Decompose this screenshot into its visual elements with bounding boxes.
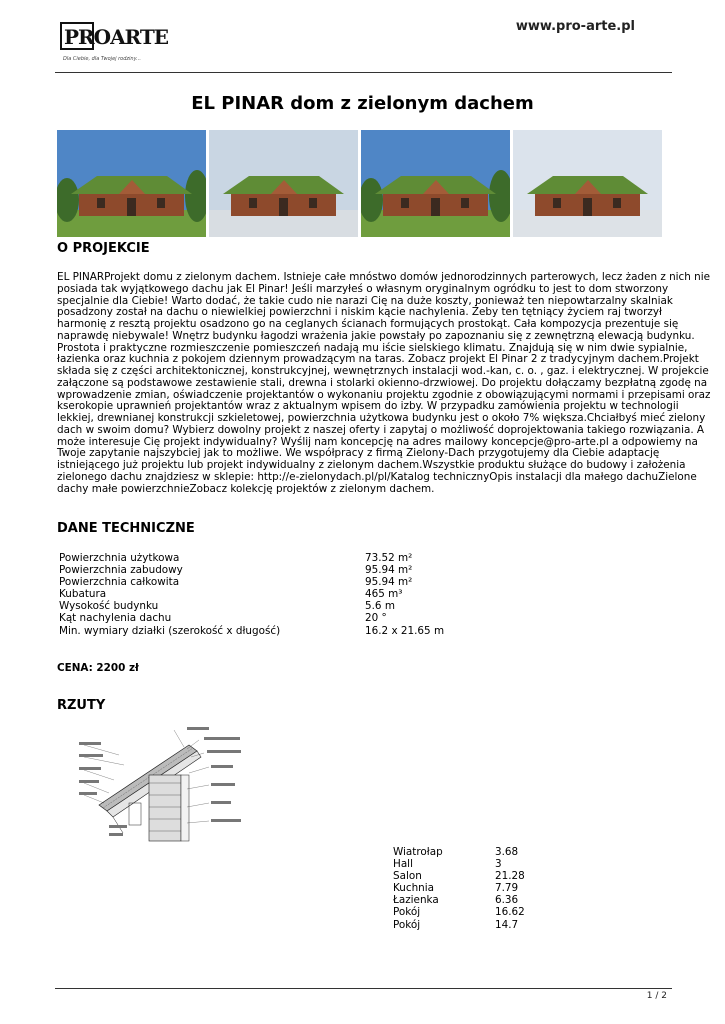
description-line: zielonego dachu znajdziesz w sklepie: http://e-zielonydach.pl/pl/Katalog technicznyOpis instalacji dla małego dachuZielone bbox=[57, 470, 697, 483]
tech-value: 465 m³ bbox=[365, 588, 403, 601]
window bbox=[249, 198, 257, 208]
room-row bbox=[393, 919, 543, 931]
room-row bbox=[393, 858, 543, 870]
room-row bbox=[393, 882, 543, 894]
description-line: harmonię z resztą projektu osadzono go na ceglanych ścianach formujących prostokąt. Cała kompozycja prezentuje się bbox=[57, 318, 679, 330]
page-number: 1 / 2 bbox=[646, 991, 667, 1001]
window bbox=[157, 198, 165, 208]
description-line: istniejącego już projektu lub projekt indywidualny z zielonym dachem.Wszystkie produktu służące do budowy i założenia bbox=[57, 459, 686, 471]
description-line: specjalnie dla Ciebie! Warto dodać, że takie cudo nie narazi Cię na duże koszty, ponieważ ten niepowtarzalny skalniak bbox=[57, 294, 673, 307]
window bbox=[613, 198, 621, 208]
project-description bbox=[57, 271, 711, 495]
room-area: 16.62 bbox=[495, 906, 525, 919]
description-line: może interesuje Cię projekt indywidualny? Wyślij nam koncepcję na adres mailowy koncepcje@pro-arte.pl a odpowiemy na bbox=[57, 435, 698, 448]
house-illustration bbox=[57, 130, 206, 237]
tech-label: Powierzchnia całkowita bbox=[59, 576, 180, 589]
tech-label: Min. wymiary działki (szerokość x długość) bbox=[59, 624, 281, 637]
tech-label: Kąt nachylenia dachu bbox=[59, 612, 172, 625]
logo-text: PROARTE bbox=[64, 25, 168, 49]
window bbox=[309, 198, 317, 208]
tech-value: 20 ° bbox=[365, 612, 387, 625]
door bbox=[279, 198, 288, 216]
house-photo-4 bbox=[513, 130, 662, 237]
house-photo-1 bbox=[57, 130, 206, 237]
tech-label: Wysokość budynku bbox=[59, 600, 159, 613]
room-area: 6.36 bbox=[495, 894, 519, 907]
window bbox=[553, 198, 561, 208]
description-line: łazienka oraz kuchnia z pokojem dziennym prowadzącym na taras. Zobacz projekt El Pinar 2 z tradycyjnym dachem.Projekt bbox=[57, 353, 699, 366]
house-illustration bbox=[209, 130, 358, 237]
price: CENA: 2200 zł bbox=[57, 662, 139, 674]
room-area: 3.68 bbox=[495, 846, 519, 858]
description-line: EL PINARProjekt domu z zielonym dachem. Istnieje całe mnóstwo domów jednorodzinnych parterowych, lecz żaden z nich nie bbox=[57, 271, 711, 283]
tech-label: Kubatura bbox=[59, 588, 107, 601]
door bbox=[583, 198, 592, 216]
tech-row bbox=[59, 552, 479, 564]
plans-heading: RZUTY bbox=[57, 698, 106, 713]
tech-value: 16.2 x 21.65 m bbox=[365, 624, 445, 637]
room-row bbox=[393, 870, 543, 882]
room-name: Kuchnia bbox=[393, 882, 435, 895]
room-name: Hall bbox=[393, 858, 413, 871]
logo-tagline: Dla Ciebie, dla Twojej rodziny... bbox=[63, 56, 141, 62]
description-line: lekkiej, drewnianej konstrukcji szkieletowej, powierzchnia użytkowa budynku jest o około 7% większa.Chciałbyś mieć zielony bbox=[57, 412, 706, 424]
description-line: posiada tak wyjątkowego dachu jak El Pinar! Jeśli marzyłeś o własnym oryginalnym ogródku to jest to dom stworzony bbox=[57, 282, 669, 295]
room-name: Salon bbox=[393, 870, 422, 883]
header-divider bbox=[55, 72, 672, 73]
description-line: dachy małe powierzchnieZobacz kolekcję projektów z zielonym dachem. bbox=[57, 482, 435, 495]
description-line: Prostota i praktyczne rozmieszczenie pomieszczeń nadają mu iście sielskiego klimatu. Znajdują się w nim dwie sypialnie, bbox=[57, 341, 688, 354]
room-name: Wiatrołap bbox=[393, 846, 443, 858]
tech-heading: DANE TECHNICZNE bbox=[57, 521, 195, 536]
tech-label: Powierzchnia zabudowy bbox=[59, 564, 183, 577]
room-row bbox=[393, 894, 543, 906]
room-area: 14.7 bbox=[495, 918, 519, 931]
roof-section-drawing bbox=[79, 725, 249, 845]
tech-row bbox=[59, 600, 479, 612]
room-name: Łazienka bbox=[393, 894, 439, 907]
footer-divider bbox=[55, 988, 672, 989]
description-line: posadzony został na dachu o niewielkiej powierzchni i niskim kącie nachylenia. Żeby ten tętniący życiem raj tworzył bbox=[57, 306, 662, 319]
tech-value: 5.6 m bbox=[365, 600, 395, 613]
house-photo-2 bbox=[209, 130, 358, 237]
rooms-table bbox=[393, 846, 543, 931]
room-area: 3 bbox=[495, 858, 502, 871]
tech-value: 95.94 m² bbox=[365, 564, 413, 577]
room-row bbox=[393, 846, 543, 858]
door bbox=[431, 198, 440, 216]
room-area: 7.79 bbox=[495, 882, 519, 895]
house-photos bbox=[57, 130, 662, 237]
tech-value: 95.94 m² bbox=[365, 576, 413, 589]
window bbox=[97, 198, 105, 208]
door bbox=[127, 198, 136, 216]
description-line: dach w swoim domu? Wybierz dowolny projekt z naszej oferty i zapytaj o możliwość doprojektowania takiego rozwiązania. A bbox=[57, 423, 705, 436]
page-title: EL PINAR dom z zielonym dachem bbox=[191, 93, 534, 114]
tech-row bbox=[59, 612, 479, 624]
description-line: Twoje zapytanie najszybciej jak to możliwe. We współpracy z firmą Zielony-Dach przygotujemy dla Ciebie adaptację bbox=[57, 447, 660, 460]
house-photo-3 bbox=[361, 130, 510, 237]
room-name: Pokój bbox=[393, 906, 421, 919]
description-line: kserokopie uprawnień projektantów wraz z aktualnym wpisem do izby. W przypadku zamówienia projektu w technologii bbox=[57, 400, 679, 413]
house-illustration bbox=[513, 130, 662, 237]
tech-row bbox=[59, 588, 479, 600]
window bbox=[401, 198, 409, 208]
about-heading: O PROJEKCIE bbox=[57, 241, 150, 256]
description-line: załączone są podstawowe zestawienie stali, drewna i stolarki okienno-drzwiowej. Do projektu dołączamy bezpłatną zgodę na bbox=[57, 376, 708, 389]
room-area: 21.28 bbox=[495, 870, 525, 883]
tech-table bbox=[59, 552, 479, 637]
house-illustration bbox=[361, 130, 510, 237]
description-line: wprowadzenie zmian, oświadczenie projektantów o wykonaniu projektu zgodnie z obowiązującymi normami i przepisami oraz bbox=[57, 388, 711, 401]
room-row bbox=[393, 906, 543, 918]
tech-value: 73.52 m² bbox=[365, 552, 413, 564]
tech-label: Powierzchnia użytkowa bbox=[59, 552, 180, 564]
window bbox=[461, 198, 469, 208]
proarte-logo bbox=[60, 22, 168, 68]
tech-row bbox=[59, 564, 479, 576]
tech-row bbox=[59, 576, 479, 588]
tech-row bbox=[59, 625, 479, 637]
room-name: Pokój bbox=[393, 918, 421, 931]
description-line: naprawdę niebywale! Wnętrz budynku łagodzi wrażenia jakie powstały po zapoznaniu się z zewnętrzną elewacją budynku. bbox=[57, 329, 695, 342]
description-line: składa się z części architektonicznej, konstrukcyjnej, wewnętrznych instalacji wod.-kan, c. o. , gaz. i elektrycznej. W projekcie bbox=[57, 365, 709, 377]
site-url[interactable]: www.pro-arte.pl bbox=[515, 19, 635, 34]
